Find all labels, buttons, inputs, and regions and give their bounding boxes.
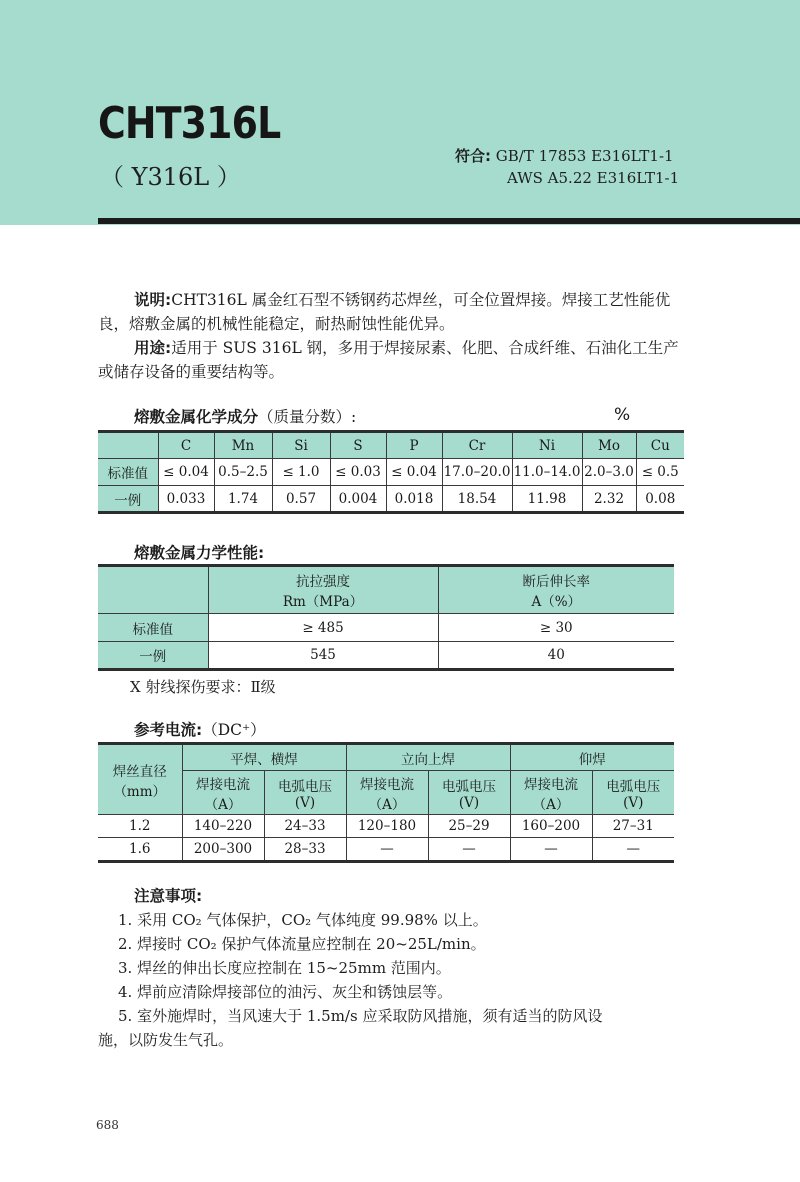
row-label: 一例 bbox=[98, 486, 158, 513]
standard-aws: AWS A5.22 E316LT1-1 bbox=[507, 169, 680, 187]
table-cell: ≤ 0.5 bbox=[636, 459, 684, 486]
notes-list bbox=[98, 908, 688, 1052]
tensile-strength-header bbox=[208, 566, 438, 614]
description-text: CHT316L 属金红石型不锈钢药芯焊丝，可全位置焊接。焊接工艺性能优良，熔敷金属的机械性能稳定，耐热耐蚀性能优异。 bbox=[98, 291, 671, 333]
arc-voltage-unit: (V) bbox=[623, 794, 644, 811]
table-cell: 27–31 bbox=[592, 815, 674, 838]
table-cell: 1.6 bbox=[98, 838, 182, 862]
chemical-header-cell: Si bbox=[272, 432, 330, 459]
list-item: 1. 采用 CO₂ 气体保护，CO₂ 气体纯度 99.98% 以上。 bbox=[118, 911, 488, 929]
chemical-table bbox=[98, 430, 684, 514]
table-cell: — bbox=[346, 838, 428, 862]
list-item: 4. 焊前应清除焊接部位的油污、灰尘和锈蚀层等。 bbox=[118, 983, 453, 1001]
arc-voltage-label: 电弧电压 bbox=[606, 778, 661, 795]
notes-title: 注意事项: bbox=[134, 887, 203, 905]
chemical-header-cell: Cr bbox=[442, 432, 512, 459]
standard-gb: GB/T 17853 E316LT1-1 bbox=[495, 147, 674, 165]
arc-voltage-unit: (V) bbox=[458, 794, 480, 811]
table-cell: 1.2 bbox=[98, 815, 182, 838]
xray-note: X 射线探伤要求：Ⅱ级 bbox=[130, 678, 276, 696]
chemical-header-cell: C bbox=[158, 432, 214, 459]
table-cell: 2.32 bbox=[582, 486, 636, 513]
description-label: 说明: bbox=[134, 291, 172, 309]
chemical-title-main: 熔敷金属化学成分 bbox=[134, 408, 259, 426]
current-sub-header-row bbox=[98, 771, 674, 815]
list-item: 3. 焊丝的伸出长度应控制在 15~25mm 范围内。 bbox=[118, 959, 451, 977]
current-table bbox=[98, 742, 674, 863]
table-cell: 0.004 bbox=[330, 486, 386, 513]
usage-label: 用途: bbox=[134, 339, 172, 357]
arc-voltage-header bbox=[592, 771, 674, 815]
header-rule bbox=[98, 218, 800, 224]
group-flat-horizontal: 平焊、横焊 bbox=[182, 744, 346, 771]
table-cell: 2.0–3.0 bbox=[582, 459, 636, 486]
product-model-alt: （ Y316L ） bbox=[100, 163, 241, 191]
page-number: 688 bbox=[96, 1118, 119, 1132]
standard-line-1 bbox=[455, 145, 679, 167]
mechanical-header-row bbox=[98, 566, 674, 614]
elongation-header bbox=[438, 566, 674, 614]
table-cell: 17.0–20.0 bbox=[442, 459, 512, 486]
table-row bbox=[98, 486, 684, 513]
table-cell: 140–220 bbox=[182, 815, 264, 838]
table-cell: — bbox=[592, 838, 674, 862]
mechanical-title: 熔敷金属力学性能: bbox=[134, 544, 265, 562]
tensile-strength-title: 抗拉强度 bbox=[296, 574, 350, 590]
chemical-title bbox=[134, 405, 356, 427]
row-label: 标准值 bbox=[98, 459, 158, 486]
table-cell: ≥ 30 bbox=[438, 614, 674, 642]
table-cell: ≤ 1.0 bbox=[272, 459, 330, 486]
table-cell: 11.0–14.0 bbox=[512, 459, 582, 486]
description-paragraph bbox=[98, 288, 688, 336]
current-title bbox=[134, 718, 266, 740]
table-cell: 545 bbox=[208, 642, 438, 670]
table-cell: ≥ 485 bbox=[208, 614, 438, 642]
table-row bbox=[98, 815, 674, 838]
arc-voltage-header bbox=[428, 771, 510, 815]
welding-current-label: 焊接电流 bbox=[196, 776, 250, 793]
table-cell: ≤ 0.03 bbox=[330, 459, 386, 486]
current-group-row bbox=[98, 744, 674, 771]
table-cell: 160–200 bbox=[510, 815, 592, 838]
list-item: 5. 室外施焊时，当风速大于 1.5m/s 应采取防风措施，须有适当的防风设 bbox=[118, 1007, 603, 1025]
elongation-unit: A（%） bbox=[531, 594, 582, 610]
usage-paragraph bbox=[98, 336, 688, 384]
diameter-unit: （mm） bbox=[113, 783, 167, 800]
table-cell: 0.033 bbox=[158, 486, 214, 513]
table-row bbox=[98, 642, 674, 670]
row-label: 一例 bbox=[98, 642, 208, 670]
chemical-header-cell: Ni bbox=[512, 432, 582, 459]
welding-current-unit: （A） bbox=[368, 796, 406, 813]
current-title-main: 参考电流: bbox=[134, 721, 203, 739]
table-cell: 40 bbox=[438, 642, 674, 670]
arc-voltage-unit: (V) bbox=[294, 794, 316, 811]
welding-current-header bbox=[510, 771, 592, 815]
product-model: CHT316L bbox=[98, 98, 281, 149]
table-cell: ≤ 0.04 bbox=[158, 459, 214, 486]
table-row bbox=[98, 614, 674, 642]
chemical-header-cell: Cu bbox=[636, 432, 684, 459]
diameter-label: 焊丝直径 bbox=[112, 763, 167, 780]
list-item-continuation: 施，以防发生气孔。 bbox=[98, 1031, 234, 1049]
standard-label: 符合: bbox=[455, 147, 491, 165]
table-cell: 25–29 bbox=[428, 815, 510, 838]
table-cell: 0.08 bbox=[636, 486, 684, 513]
chemical-header-cell: Mn bbox=[214, 432, 272, 459]
table-row bbox=[98, 838, 674, 862]
table-cell: — bbox=[428, 838, 510, 862]
table-cell: 0.57 bbox=[272, 486, 330, 513]
chemical-header-row bbox=[98, 432, 684, 459]
arc-voltage-label: 电弧电压 bbox=[442, 778, 496, 795]
chemical-header-cell: S bbox=[330, 432, 386, 459]
welding-current-label: 焊接电流 bbox=[524, 776, 578, 793]
welding-current-header bbox=[182, 771, 264, 815]
mechanical-header-blank bbox=[98, 566, 208, 614]
table-cell: 28–33 bbox=[264, 838, 346, 862]
table-cell: 1.74 bbox=[214, 486, 272, 513]
group-vertical-up: 立向上焊 bbox=[346, 744, 510, 771]
elongation-title: 断后伸长率 bbox=[522, 574, 590, 590]
chemical-header-cell: P bbox=[386, 432, 442, 459]
welding-current-header bbox=[346, 771, 428, 815]
chemical-unit: % bbox=[614, 405, 631, 425]
chemical-header-cell bbox=[98, 432, 158, 459]
table-row bbox=[98, 459, 684, 486]
row-label: 标准值 bbox=[98, 614, 208, 642]
table-cell: 11.98 bbox=[512, 486, 582, 513]
welding-current-label: 焊接电流 bbox=[360, 776, 414, 793]
current-subtitle: （DC⁺） bbox=[202, 721, 266, 739]
table-cell: 18.54 bbox=[442, 486, 512, 513]
arc-voltage-header bbox=[264, 771, 346, 815]
chemical-subtitle: （质量分数）: bbox=[258, 408, 357, 426]
table-cell: 0.018 bbox=[386, 486, 442, 513]
welding-current-unit: （A） bbox=[204, 796, 242, 813]
table-cell: 120–180 bbox=[346, 815, 428, 838]
mechanical-table bbox=[98, 564, 674, 671]
table-cell: 200–300 bbox=[182, 838, 264, 862]
diameter-header bbox=[98, 744, 182, 815]
standards-block bbox=[455, 145, 679, 189]
tensile-strength-unit: Rm（MPa） bbox=[282, 594, 364, 610]
list-item: 2. 焊接时 CO₂ 保护气体流量应控制在 20~25L/min。 bbox=[118, 935, 486, 953]
arc-voltage-label: 电弧电压 bbox=[278, 778, 332, 795]
table-cell: — bbox=[510, 838, 592, 862]
usage-text: 适用于 SUS 316L 钢，多用于焊接尿素、化肥、合成纤维、石油化工生产或储存设备的重要结构等。 bbox=[98, 339, 679, 381]
table-cell: 24–33 bbox=[264, 815, 346, 838]
chemical-header-cell: Mo bbox=[582, 432, 636, 459]
welding-current-unit: （A） bbox=[532, 796, 570, 813]
group-overhead: 仰焊 bbox=[510, 744, 674, 771]
table-cell: 0.5–2.5 bbox=[214, 459, 272, 486]
table-cell: ≤ 0.04 bbox=[386, 459, 442, 486]
